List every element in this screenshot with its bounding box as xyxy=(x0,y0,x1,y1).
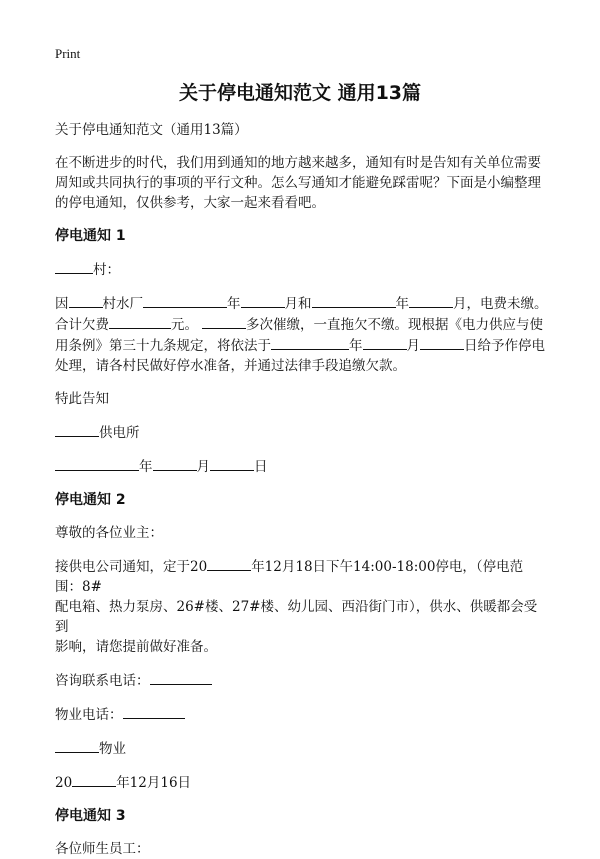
blank-field xyxy=(143,293,227,308)
blank-field xyxy=(271,335,349,350)
blank-field xyxy=(55,422,99,437)
notice-2-property: 物业 xyxy=(55,738,550,759)
notice-1-date: 年 月 日 xyxy=(55,456,550,477)
body-line: 处理，请各村民做好停水准备，并通过法律手段追缴欠款。 xyxy=(55,358,406,374)
blank-field xyxy=(202,314,246,329)
notice-1-addressee xyxy=(55,259,550,280)
blank-field xyxy=(241,293,285,308)
intro-line: 在不断进步的时代，我们用到通知的地方越来越多，通知有时是告知有关单位需要 xyxy=(55,155,541,171)
notice-2-body xyxy=(55,556,550,657)
notice-2-date: 20 年12月16日 xyxy=(55,772,550,793)
body-line: 影响，请您提前做好准备。 xyxy=(55,639,217,655)
blank-field xyxy=(55,456,139,471)
intro-paragraph xyxy=(55,153,550,213)
body-line: 合计欠费 元。 多次催缴，一直拖欠不缴。现根据《电力供应与使 xyxy=(55,314,550,335)
blank-field xyxy=(153,456,197,471)
blank-field xyxy=(207,556,251,571)
blank-field xyxy=(409,293,453,308)
notice-1-supplier: 供电所 xyxy=(55,422,550,443)
blank-field xyxy=(150,670,212,685)
document-body xyxy=(55,120,550,859)
notice-1-special: 特此告知 xyxy=(55,391,109,407)
notice-3-greeting: 各位师生员工： xyxy=(55,841,150,857)
blank-field xyxy=(69,293,103,308)
body-line: 接供电公司通知，定于20 年12月18日下午14:00-18:00停电，（停电范围：8# xyxy=(55,556,550,597)
blank-field xyxy=(420,335,464,350)
body-line: 用条例》第三十九条规定，将依法于 年 月 日给予作停电 xyxy=(55,335,550,356)
blank-field xyxy=(312,293,396,308)
blank-field xyxy=(72,772,116,787)
notice-3-heading: 停电通知 3 xyxy=(55,808,126,824)
notice-2-property-phone: 物业电话： xyxy=(55,704,550,725)
body-line: 因 村水厂 年 月和 年 月，电费未缴。 xyxy=(55,293,550,314)
intro-line: 的停电通知，仅供参考，大家一起来看看吧。 xyxy=(55,195,325,211)
blank-field xyxy=(123,704,185,719)
subtitle: 关于停电通知范文（通用13篇） xyxy=(55,122,248,138)
blank-field xyxy=(210,456,254,471)
blank-field xyxy=(363,335,407,350)
addressee-text: 村： xyxy=(93,262,120,278)
blank-field xyxy=(55,738,99,753)
notice-1-body xyxy=(55,293,550,376)
blank-field xyxy=(109,314,171,329)
notice-2-heading: 停电通知 2 xyxy=(55,492,126,508)
notice-1-heading: 停电通知 1 xyxy=(55,228,126,244)
page-title: 关于停电通知范文 通用13篇 xyxy=(178,82,422,104)
intro-line: 周知或共同执行的事项的平行文种。怎么写通知才能避免踩雷呢？下面是小编整理 xyxy=(55,175,541,191)
blank-field xyxy=(55,259,93,274)
body-line: 配电箱、热力泵房、26#楼、27#楼、幼儿园、西沿街门市），供水、供暖都会受到 xyxy=(55,599,538,635)
print-link[interactable]: Print xyxy=(55,46,81,61)
notice-2-contact: 咨询联系电话： xyxy=(55,670,550,691)
notice-2-greeting: 尊敬的各位业主： xyxy=(55,525,163,541)
